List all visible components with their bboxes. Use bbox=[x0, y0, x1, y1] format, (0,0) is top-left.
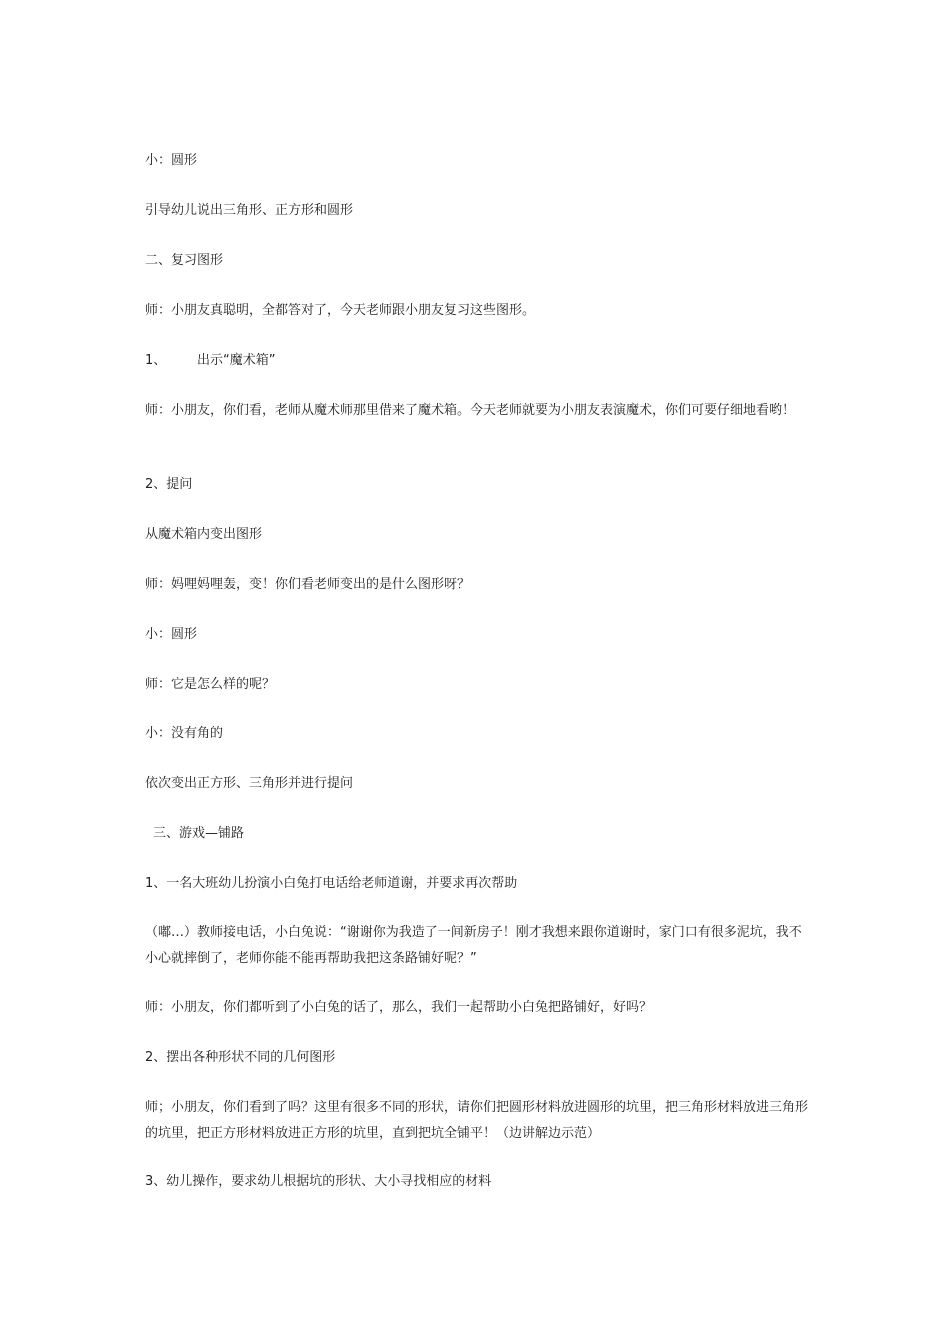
section-heading-review: 二、复习图形 bbox=[145, 253, 224, 268]
paragraph-15: 1、一名大班幼儿扮演小白兔打电话给老师道谢，并要求再次帮助 bbox=[145, 876, 518, 891]
paragraph-8: 从魔术箱内变出图形 bbox=[145, 527, 263, 542]
section-heading-game: 三、游戏—铺路 bbox=[153, 826, 245, 841]
paragraph-11: 师：它是怎么样的呢？ bbox=[145, 677, 276, 692]
paragraph-17: 师：小朋友，你们都听到了小白兔的话了，那么，我们一起帮助小白兔把路铺好，好吗？ bbox=[145, 1000, 653, 1015]
paragraph-16: （嘟…）教师接电话，小白兔说：“谢谢你为我造了一间新房子！刚才我想来跟你道谢时，家门口有很多泥坑，我不小心就摔倒了，老师你能不能再帮助我把这条路铺好呢？” bbox=[145, 925, 802, 966]
paragraph-1: 小：圆形 bbox=[145, 153, 198, 168]
paragraph-19: 师；小朋友，你们看到了吗？这里有很多不同的形状，请你们把圆形材料放进圆形的坑里，把三角形材料放进三角形的坑里，把正方形材料放进正方形的坑里，直到把坑全铺平！（边讲解边示范） bbox=[145, 1100, 809, 1141]
paragraph-12: 小：没有角的 bbox=[145, 726, 224, 741]
paragraph-13: 依次变出正方形、三角形并进行提问 bbox=[145, 776, 354, 791]
paragraph-18: 2、摆出各种形状不同的几何图形 bbox=[145, 1050, 336, 1065]
paragraph-4: 师：小朋友真聪明，全都答对了，今天老师跟小朋友复习这些图形。 bbox=[145, 303, 536, 318]
paragraph-20: 3、幼儿操作，要求幼儿根据坑的形状、大小寻找相应的材料 bbox=[145, 1174, 492, 1189]
paragraph-6: 师：小朋友，你们看，老师从魔术师那里借来了魔术箱。今天老师就要为小朋友表演魔术，你们可要仔细地看哟！ bbox=[145, 403, 796, 418]
numbered-item-magic-box bbox=[145, 348, 810, 374]
item-number: 1、 bbox=[145, 353, 167, 368]
paragraph-7: 2、提问 bbox=[145, 477, 193, 492]
paragraph-10: 小：圆形 bbox=[145, 627, 198, 642]
item-text: 出示“魔术箱” bbox=[197, 353, 276, 368]
paragraph-2: 引导幼儿说出三角形、正方形和圆形 bbox=[145, 203, 354, 218]
paragraph-9: 师：妈哩妈哩轰，变！你们看老师变出的是什么图形呀？ bbox=[145, 577, 471, 592]
